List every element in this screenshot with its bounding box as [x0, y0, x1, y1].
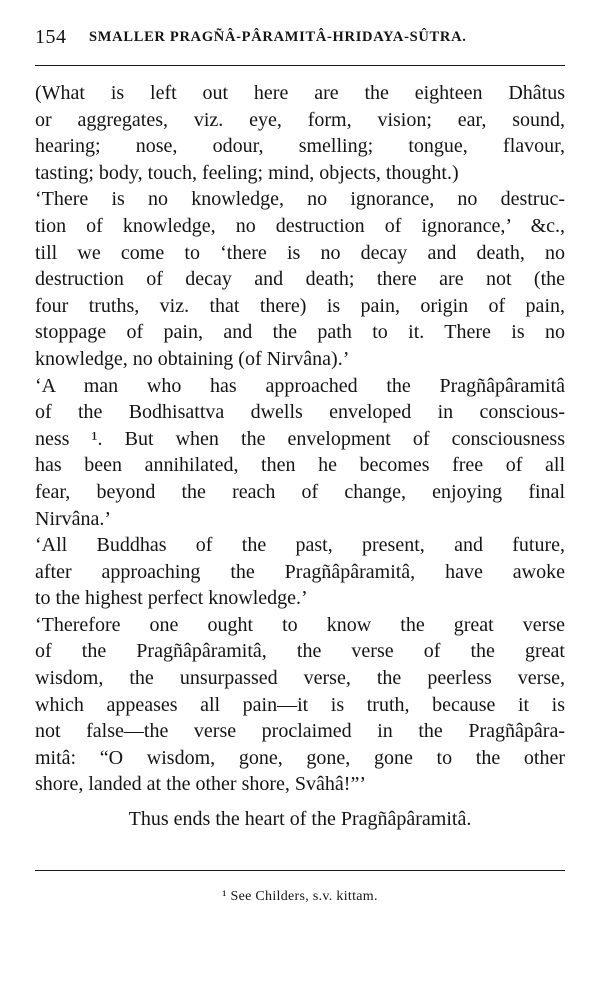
text-line: to the highest perfect knowledge.’ — [35, 587, 308, 610]
text-line: tion of knowledge, no destruction of ignorance,’ &c., — [35, 214, 565, 237]
closing-line: Thus ends the heart of the Pragñâpâramitâ. — [128, 808, 472, 831]
text-line: ‘There is no knowledge, no ignorance, no destruc- — [35, 188, 565, 211]
text-line: ‘Therefore one ought to know the great verse — [35, 613, 565, 636]
text-line: mitâ: “O wisdom, gone, gone, gone to the other — [35, 746, 565, 769]
text-line: till we come to ‘there is no decay and death, no — [35, 241, 565, 264]
text-line: hearing; nose, odour, smelling; tongue, flavour, — [35, 135, 565, 158]
text-line: ness ¹. But when the envelopment of consciousness — [35, 427, 565, 450]
text-line: not false—the verse proclaimed in the Pragñâpâra- — [35, 720, 565, 743]
text-line: ‘A man who has approached the Pragñâpâramitâ — [35, 374, 565, 397]
page-number: 154 — [35, 26, 67, 48]
text-line: Nirvâna.’ — [35, 507, 112, 530]
text-line: stoppage of pain, and the path to it. There is no — [35, 321, 565, 344]
text-line: fear, beyond the reach of change, enjoying final — [35, 480, 565, 503]
text-line: destruction of decay and death; there are not (the — [35, 268, 565, 291]
text-line: ‘All Buddhas of the past, present, and future, — [35, 534, 565, 557]
paragraph-no-knowledge — [35, 186, 565, 372]
text-line: of the Bodhisattva dwells enveloped in conscious- — [35, 401, 565, 424]
footnote-rule — [35, 870, 565, 871]
running-title: SMALLER PRAGÑÂ-PÂRAMITÂ-HRIDAYA-SÛTRA. — [89, 29, 467, 45]
text-line: (What is left out here are the eighteen Dhâtus — [35, 82, 565, 104]
text-line: of the Pragñâpâramitâ, the verse of the great — [35, 640, 565, 663]
paragraph-buddhas — [35, 532, 565, 612]
paragraph-bodhisattva — [35, 373, 565, 533]
text-line: shore, landed at the other shore, Svâhâ!”’ — [35, 773, 366, 796]
text-line: or aggregates, viz. eye, form, vision; ear, sound, — [35, 108, 565, 131]
text-line: after approaching the Pragñâpâramitâ, have awoke — [35, 560, 565, 583]
paragraph-dhatus — [35, 80, 565, 186]
text-line: which appeases all pain—it is truth, because it is — [35, 693, 565, 716]
paragraph-great-verse — [35, 612, 565, 798]
text-line: has been annihilated, then he becomes free of all — [35, 454, 565, 477]
header-rule — [35, 65, 565, 66]
text-line: wisdom, the unsurpassed verse, the peerless verse, — [35, 667, 565, 690]
footnote: ¹ See Childers, s.v. kittam. — [222, 889, 378, 904]
text-line: four truths, viz. that there) is pain, origin of pain, — [35, 294, 565, 317]
body-text — [35, 80, 565, 833]
text-line: tasting; body, touch, feeling; mind, objects, thought.) — [35, 161, 459, 184]
text-line: knowledge, no obtaining (of Nirvâna).’ — [35, 347, 350, 370]
page-header — [35, 26, 565, 48]
